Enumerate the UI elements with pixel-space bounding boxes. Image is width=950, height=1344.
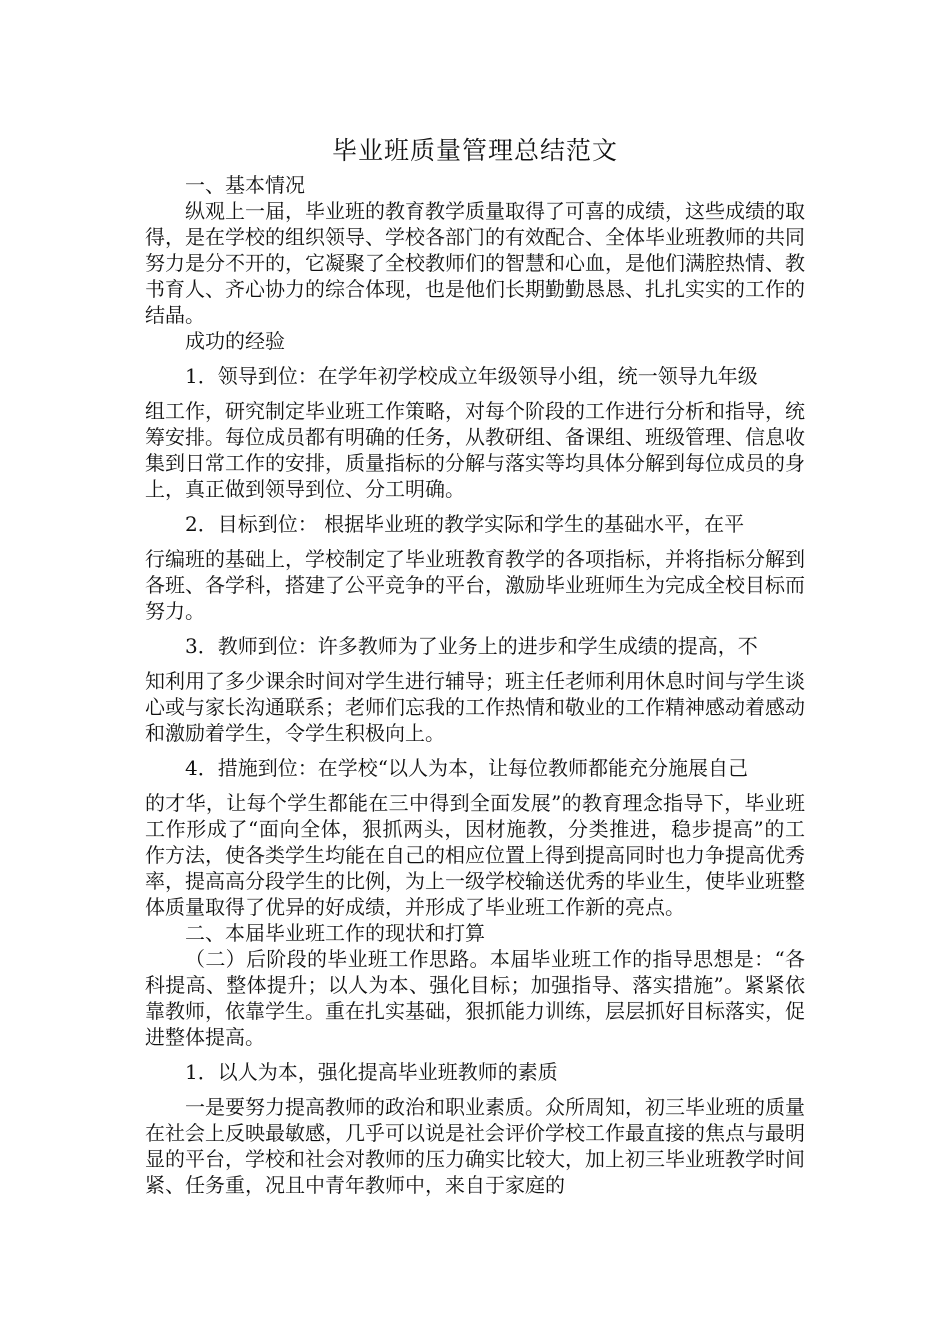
item-2-head: 2．目标到位： 根据毕业班的教学实际和学生的基础水平，在平 xyxy=(185,512,745,536)
item-4-head: 4．措施到位：在学校“以人为本，让每位教师都能充分施展自己 xyxy=(185,756,748,780)
item-3-head: 3．教师到位：许多教师为了业务上的进步和学生成绩的提高，不 xyxy=(185,634,758,658)
sub-item-1-head: 1．以人为本，强化提高毕业班教师的素质 xyxy=(185,1060,558,1084)
heading-success-experience: 成功的经验 xyxy=(185,329,285,353)
document-title: 毕业班质量管理总结范文 xyxy=(331,136,618,165)
item-2-body: 行编班的基础上，学校制定了毕业班教育教学的各项指标，并将指标分解到各班、各学科，搭建了公平竞争的平台，激励毕业班师生为完成全校目标而努力。 xyxy=(145,547,805,623)
sub-item-1-body: 一是要努力提高教师的政治和职业素质。众所周知，初三毕业班的质量在社会上反映最敏感，几乎可以说是社会评价学校工作最直接的焦点与最明显的平台，学校和社会对教师的压力确实比较大，加上初三毕业班教学时间紧、任务重，况且中青年教师中，来自于家庭的 xyxy=(145,1095,805,1197)
heading-current-plan: 二、本届毕业班工作的现状和打算 xyxy=(185,921,485,945)
document-body xyxy=(145,130,805,1198)
paragraph-basic-situation: 纵观上一届，毕业班的教育教学质量取得了可喜的成绩，这些成绩的取得，是在学校的组织领导、学校各部门的有效配合、全体毕业班教师的共同努力是分不开的，它凝聚了全校教师们的智慧和心血，是他们满腔热情、教书育人、齐心协力的综合体现，也是他们长期勤勤恳恳、扎扎实实的工作的结晶。 xyxy=(145,199,805,327)
heading-basic-situation: 一、基本情况 xyxy=(185,173,305,197)
item-1-head: 1．领导到位：在学年初学校成立年级领导小组，统一领导九年级 xyxy=(185,364,758,388)
item-1-body: 组工作，研究制定毕业班工作策略，对每个阶段的工作进行分析和指导，统筹安排。每位成员都有明确的任务，从教研组、备课组、班级管理、信息收集到日常工作的安排，质量指标的分解与落实等均具体分解到每位成员的身上，真正做到领导到位、分工明确。 xyxy=(145,399,805,501)
item-3-body: 知利用了多少课余时间对学生进行辅导；班主任老师利用休息时间与学生谈心或与家长沟通联系；老师们忘我的工作热情和敬业的工作精神感动着感动和激励着学生，令学生积极向上。 xyxy=(145,669,805,745)
item-4-body: 的才华，让每个学生都能在三中得到全面发展”的教育理念指导下，毕业班工作形成了“面向全体，狠抓两头，因材施教，分类推进，稳步提高”的工作方法，使各类学生均能在自己的相应位置上得到提高同时也力争提高优秀率，提高高分段学生的比例，为上一级学校输送优秀的毕业生，使毕业班整体质量取得了优异的好成绩，并形成了毕业班工作新的亮点。 xyxy=(145,791,805,919)
paragraph-work-approach: （二）后阶段的毕业班工作思路。本届毕业班工作的指导思想是：“各科提高、整体提升；以人为本、强化目标；加强指导、落实措施”。紧紧依靠教师，依靠学生。重在扎实基础，狠抓能力训练，层层抓好目标落实，促进整体提高。 xyxy=(145,947,805,1049)
